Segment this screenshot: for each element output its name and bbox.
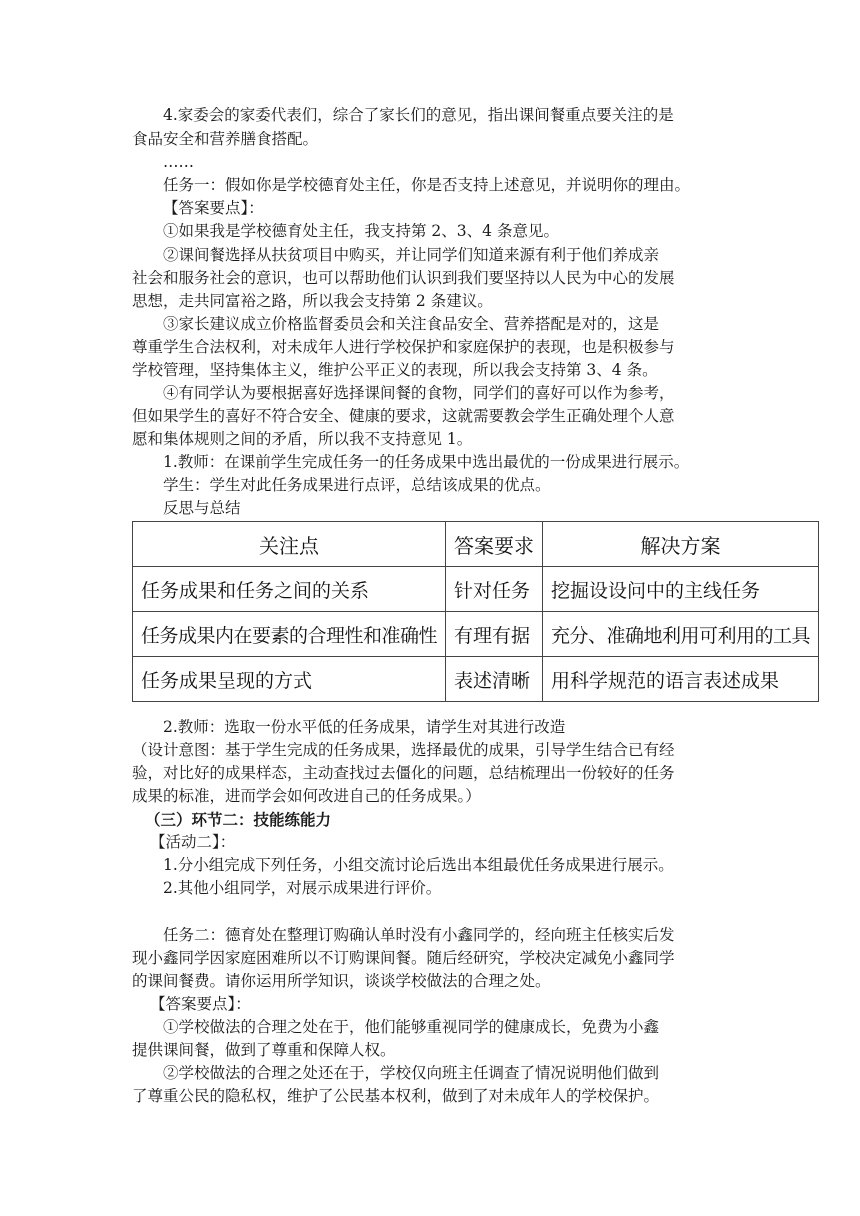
activity-item-1: 1.分小组完成下列任务，小组交流讨论后选出本组最优任务成果进行展示。: [163, 856, 674, 874]
task-one: 任务一：假如你是学校德育处主任，你是否支持上述意见，并说明你的理由。: [163, 176, 691, 194]
text-line: 4.家委会的家委代表们，综合了家长们的意见，指出课间餐重点要关注的是: [163, 106, 674, 124]
section-heading: （三）环节二：技能练能力: [145, 810, 332, 829]
student-step: 学生：学生对此任务成果进行点评，总结该成果的优点。: [163, 476, 551, 494]
answer-point-2: ②课间餐选择从扶贫项目中购买，并让同学们知道来源有利于他们养成亲: [163, 246, 660, 264]
table-row: [133, 567, 819, 612]
text-line: 食品安全和营养膳食搭配。: [132, 130, 319, 148]
ellipsis: ……: [163, 153, 194, 171]
answer-point-3: ③家长建议成立价格监督委员会和关注食品安全、营养搭配是对的，这是: [163, 315, 660, 333]
answer-key-heading: 【答案要点】：: [163, 199, 264, 217]
table-cell: 针对任务: [446, 567, 543, 612]
answer-b-1-cont: 提供课间餐，做到了尊重和保障人权。: [132, 1041, 396, 1059]
table-header-cell: 答案要求: [446, 522, 543, 567]
answer-point-1: ①如果我是学校德育处主任，我支持第 2、3、4 条意见。: [163, 222, 559, 240]
teacher-step-2: 2.教师：选取一份水平低的任务成果，请学生对其进行改造: [163, 718, 566, 736]
answer-point-2-cont: 社会和服务社会的意识，也可以帮助他们认识到我们要坚持以人民为中心的发展: [132, 269, 675, 287]
answer-point-4-cont: 愿和集体规则之间的矛盾，所以我不支持意见 1。: [132, 430, 473, 448]
answer-point-2-cont: 思想，走共同富裕之路，所以我会支持第 2 条建议。: [132, 292, 493, 310]
table-cell: 表述清晰: [446, 657, 543, 702]
activity-item-2: 2.其他小组同学，对展示成果进行评价。: [163, 879, 442, 897]
design-intent-cont: 成果的标准，进而学会如何改进自己的任务成果。）: [132, 787, 481, 805]
table-cell: 挖掘设设问中的主线任务: [543, 567, 819, 612]
task-two-cont: 的课间餐费。请你运用所学知识，谈谈学校做法的合理之处。: [132, 972, 551, 990]
design-intent: （设计意图：基于学生完成的任务成果，选择最优的成果，引导学生结合已有经: [132, 741, 675, 759]
answer-point-4: ④有同学认为要根据喜好选择课间餐的食物，同学们的喜好可以作为参考，: [163, 384, 675, 402]
answer-b-1: ①学校做法的合理之处在于，他们能够重视同学的健康成长，免费为小鑫: [163, 1018, 660, 1036]
table-header-cell: 解决方案: [543, 522, 819, 567]
task-two: 任务二：德育处在整理订购确认单时没有小鑫同学的，经向班主任核实后发: [163, 926, 675, 944]
answer-point-3-cont: 学校管理，坚持集体主义，维护公平正义的表现，所以我会支持第 3、4 条。: [132, 361, 658, 379]
table-header-row: [133, 522, 819, 567]
answer-point-3-cont: 尊重学生合法权利，对未成年人进行学校保护和家庭保护的表现，也是积极参与: [132, 338, 675, 356]
answer-point-4-cont: 但如果学生的喜好不符合安全、健康的要求，这就需要教会学生正确处理个人意: [132, 407, 675, 425]
table-cell: 充分、准确地利用可利用的工具: [543, 612, 819, 657]
table-cell: 任务成果呈现的方式: [133, 657, 446, 702]
table-cell: 任务成果内在要素的合理性和准确性: [133, 612, 446, 657]
reflection-heading: 反思与总结: [163, 499, 241, 517]
task-two-cont: 现小鑫同学因家庭困难所以不订购课间餐。随后经研究，学校决定减免小鑫同学: [132, 949, 675, 967]
paragraph-parent-committee: [132, 104, 742, 128]
answer-key-heading-2: 【答案要点】：: [150, 995, 251, 1013]
table-row: [133, 657, 819, 702]
table-row: [133, 612, 819, 657]
paragraph-parent-committee-cont: [132, 128, 742, 152]
answer-b-2-cont: 了尊重公民的隐私权，维护了公民基本权利，做到了对未成年人的学校保护。: [132, 1087, 660, 1105]
table-cell: 有理有据: [446, 612, 543, 657]
teacher-step-1: 1.教师：在课前学生完成任务一的任务成果中选出最优的一份成果进行展示。: [163, 453, 690, 471]
activity-heading: 【活动二】：: [150, 833, 236, 851]
reflection-table: [132, 521, 819, 702]
answer-b-2: ②学校做法的合理之处还在于，学校仅向班主任调查了情况说明他们做到: [163, 1064, 660, 1082]
table-cell: 任务成果和任务之间的关系: [133, 567, 446, 612]
design-intent-cont: 验，对比好的成果样态，主动查找过去僵化的问题，总结梳理出一份较好的任务: [132, 764, 675, 782]
table-header-cell: 关注点: [133, 522, 446, 567]
table-cell: 用科学规范的语言表述成果: [543, 657, 819, 702]
